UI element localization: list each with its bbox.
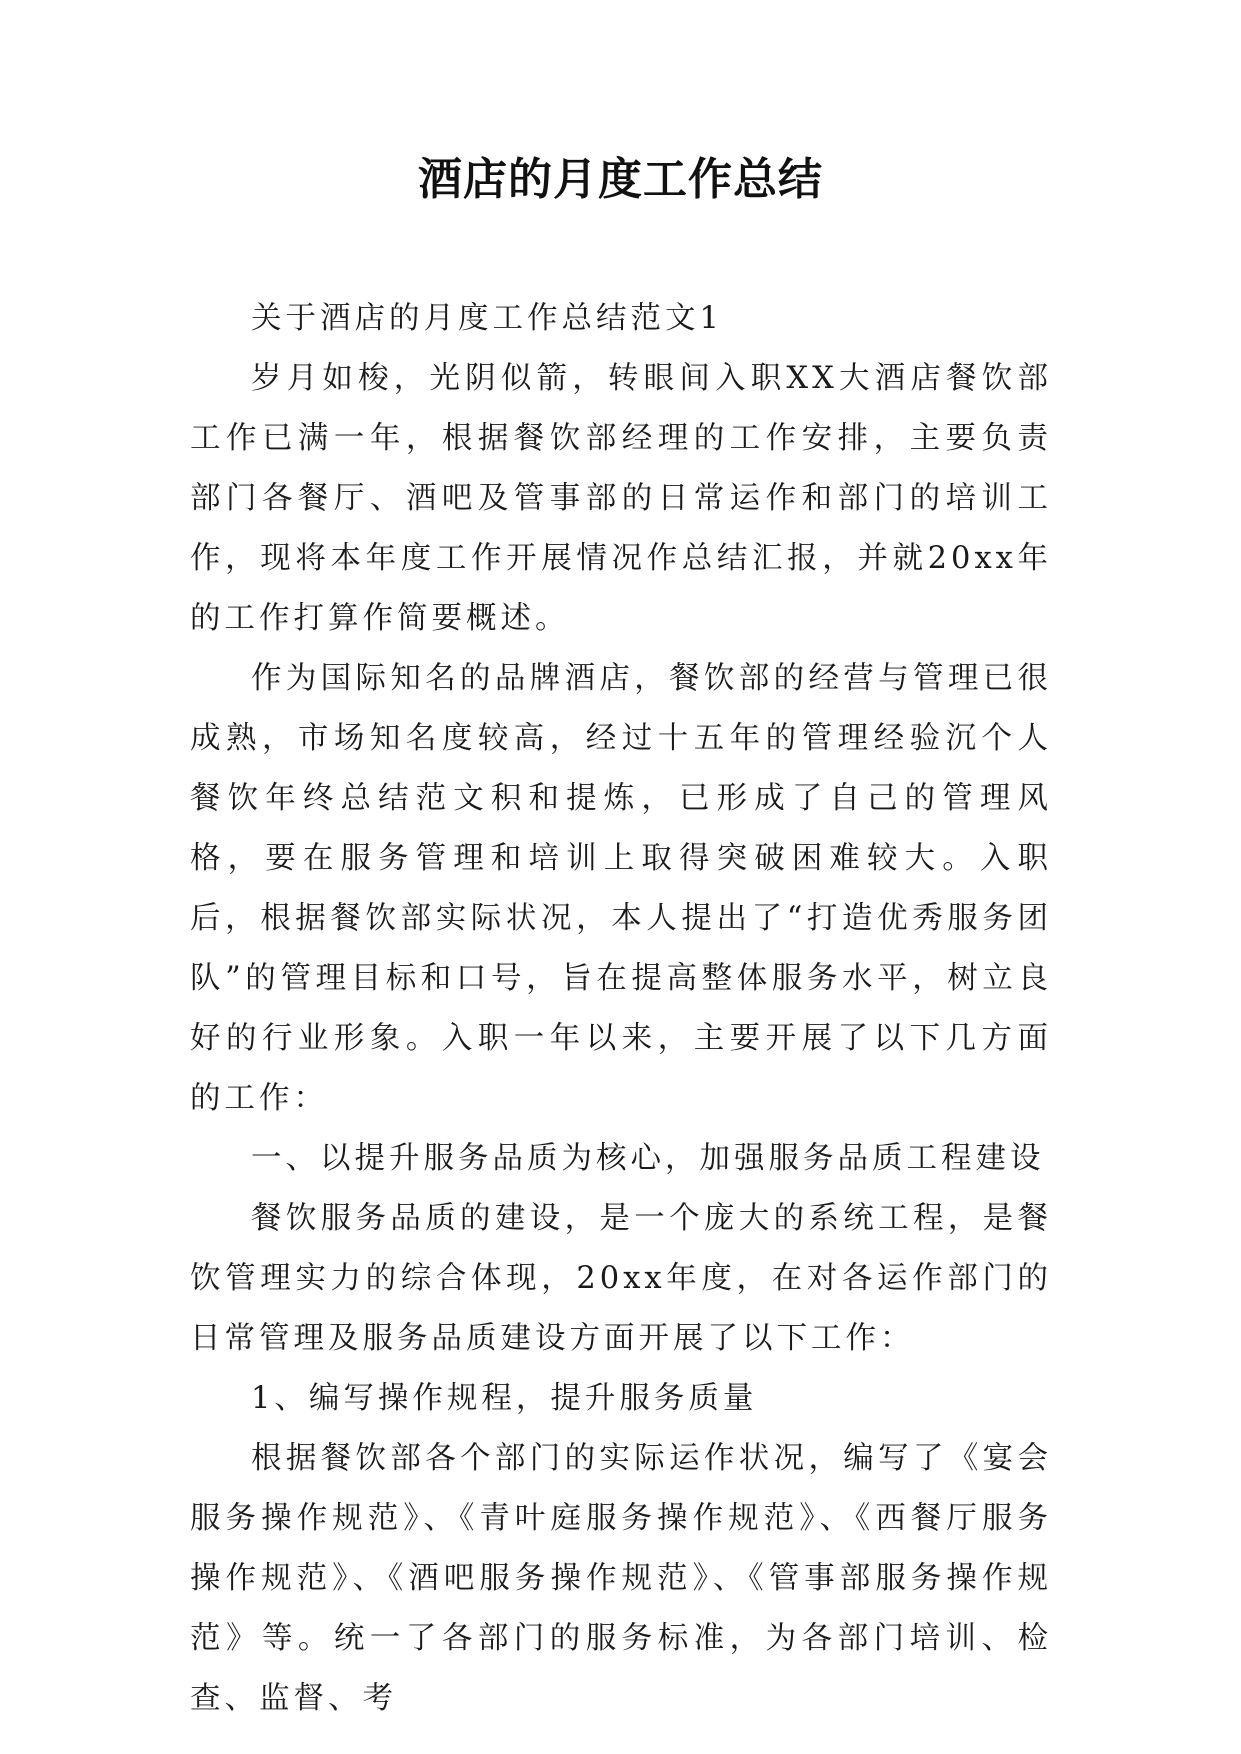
paragraph: 作为国际知名的品牌酒店，餐饮部的经营与管理已很成熟，市场知名度较高，经过十五年的管理经验沉个人餐饮年终总结范文积和提炼，已形成了自己的管理风格，要在服务管理和培训上取得突破困难较大。入职后，根据餐饮部实际状况，本人提出了“打造优秀服务团队”的管理目标和口号，旨在提高整体服务水平，树立良好的行业形象。入职一年以来，主要开展了以下几方面的工作：: [190, 661, 1052, 1116]
paragraph-heading: 关于酒店的月度工作总结范文1: [251, 301, 723, 336]
document-body: [190, 289, 1052, 1729]
paragraph: 餐饮服务品质的建设，是一个庞大的系统工程，是餐饮管理实力的综合体现，20xx年度，在对各运作部门的日常管理及服务品质建设方面开展了以下工作：: [190, 1201, 1052, 1356]
subsection-heading: 1、编写操作规程，提升服务质量: [251, 1381, 758, 1416]
paragraph: 根据餐饮部各个部门的实际运作状况，编写了《宴会服务操作规范》、《青叶庭服务操作规范》、《西餐厅服务操作规范》、《酒吧服务操作规范》、《管事部服务操作规范》等。统一了各部门的服务标准，为各部门培训、检查、监督、考: [190, 1441, 1052, 1716]
section-heading: 一、以提升服务品质为核心，加强服务品质工程建设: [251, 1141, 1045, 1176]
paragraph: 岁月如梭，光阴似箭，转眼间入职XX大酒店餐饮部工作已满一年，根据餐饮部经理的工作安排，主要负责部门各餐厅、酒吧及管事部的日常运作和部门的培训工作，现将本年度工作开展情况作总结汇报，并就20xx年的工作打算作简要概述。: [190, 361, 1052, 636]
document-title: 酒店的月度工作总结: [418, 154, 823, 205]
